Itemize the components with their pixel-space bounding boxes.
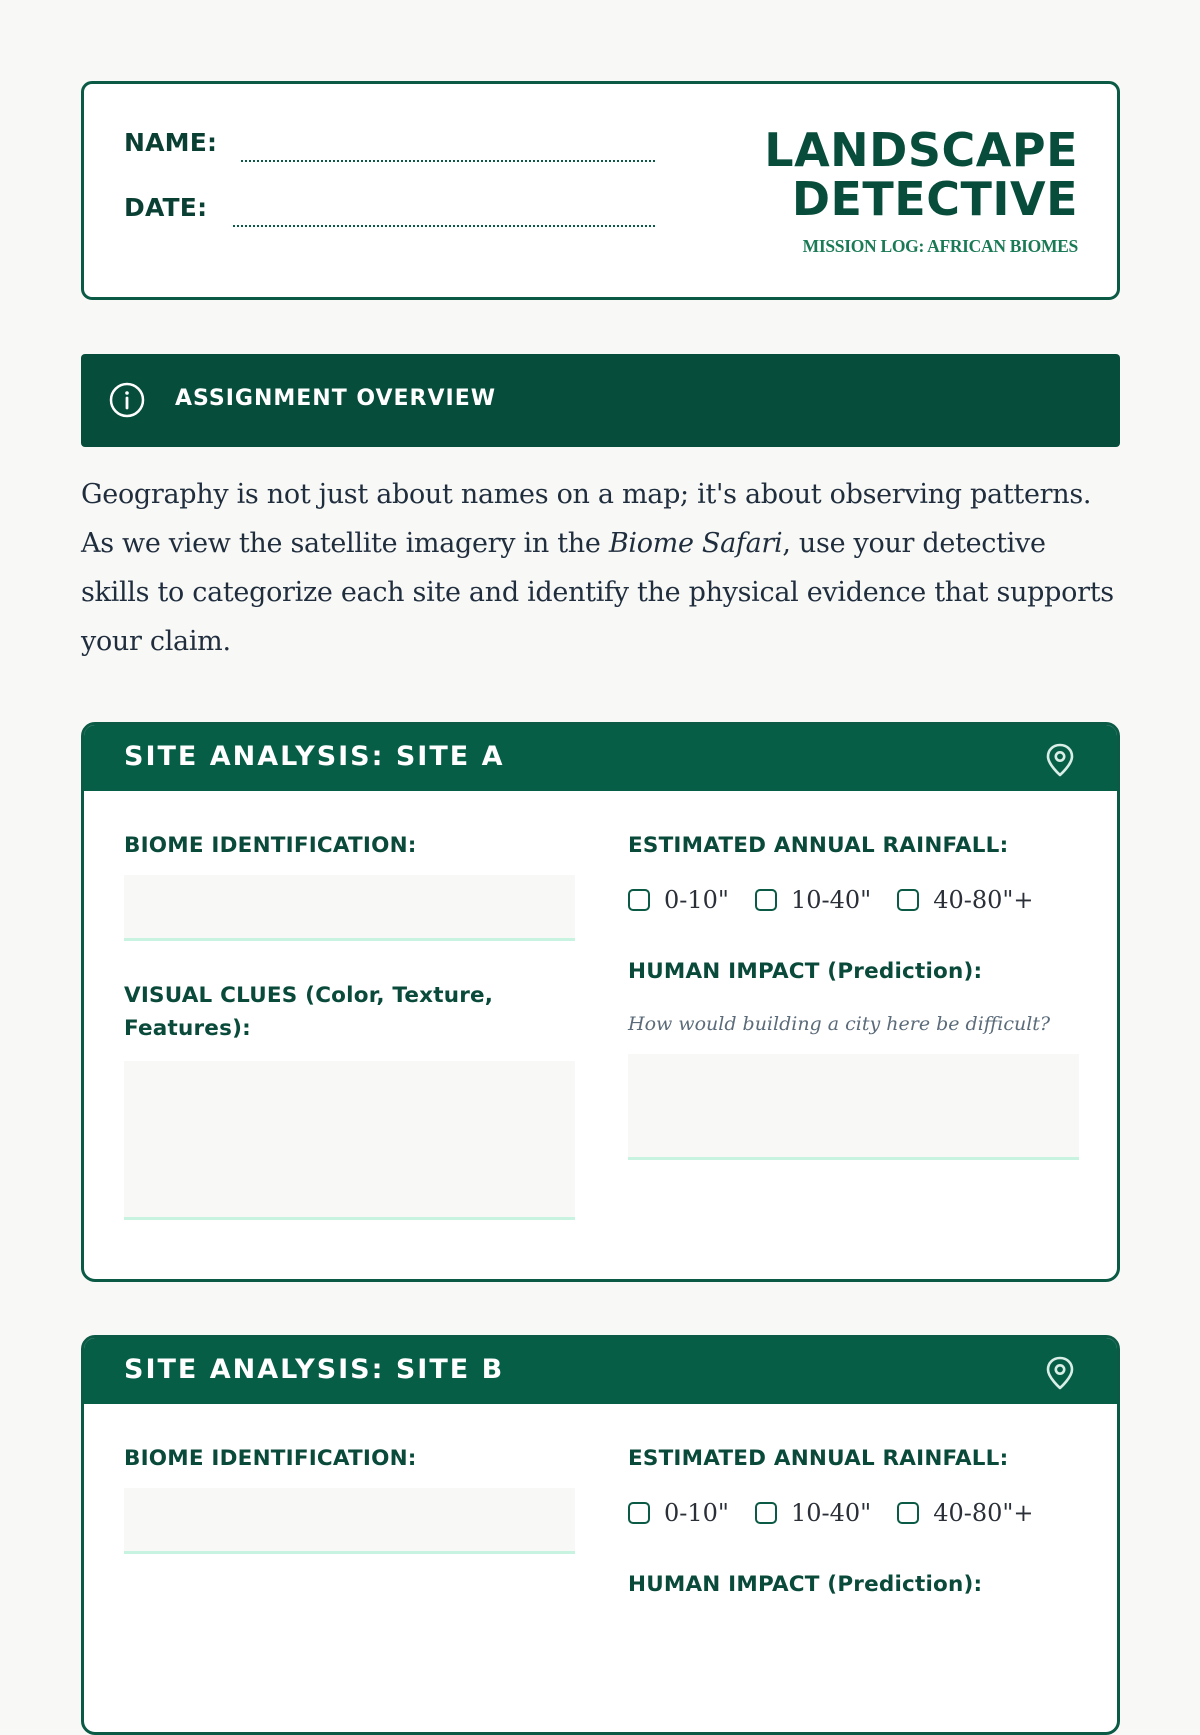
map-pin-icon <box>1045 743 1075 777</box>
rainfall-option-10-40[interactable] <box>755 886 871 914</box>
rainfall-options <box>628 1499 1060 1527</box>
rainfall-option-label: 10-40" <box>790 886 872 914</box>
visual-clues-label: VISUAL CLUES (Color, Texture, Features): <box>124 983 494 1041</box>
rainfall-option-label: 10-40" <box>790 1499 872 1527</box>
rainfall-label: ESTIMATED ANNUAL RAINFALL: <box>628 1446 1009 1471</box>
rainfall-option-label: 40-80"+ <box>933 886 1034 914</box>
human-impact-label: HUMAN IMPACT (Prediction): <box>628 959 983 984</box>
biome-identification-field[interactable] <box>124 1488 575 1554</box>
date-field[interactable] <box>233 225 655 227</box>
human-impact-field[interactable] <box>628 1054 1079 1160</box>
date-label: DATE: <box>124 193 208 222</box>
rainfall-option-10-40[interactable] <box>755 1499 871 1527</box>
site-header <box>84 1338 1117 1404</box>
rainfall-label: ESTIMATED ANNUAL RAINFALL: <box>628 833 1009 858</box>
visual-clues-field[interactable] <box>124 1061 575 1220</box>
worksheet-title <box>764 123 1078 257</box>
rainfall-checkbox[interactable] <box>755 1502 777 1524</box>
site-header <box>84 725 1117 791</box>
rainfall-option-0-10[interactable] <box>628 1499 729 1527</box>
rainfall-option-0-10[interactable] <box>628 886 729 914</box>
overview-text-part: Geography is not just about names on a map; it's about observing patterns. As we view the satellite imagery in the <box>81 479 1092 559</box>
biome-identification-label: BIOME IDENTIFICATION: <box>124 1446 417 1471</box>
overview-text-part: , use your detective skills to categorize each site and identify the physical evidence that supports your claim. <box>81 528 1114 657</box>
rainfall-checkbox[interactable] <box>897 889 919 911</box>
site-title: SITE ANALYSIS: SITE B <box>124 1354 505 1385</box>
biome-identification-label: BIOME IDENTIFICATION: <box>124 833 417 858</box>
info-icon <box>109 382 145 418</box>
title-line-1: LANDSCAPE <box>764 123 1078 177</box>
rainfall-checkbox[interactable] <box>897 1502 919 1524</box>
rainfall-option-label: 40-80"+ <box>933 1499 1034 1527</box>
overview-title: ASSIGNMENT OVERVIEW <box>175 386 496 411</box>
name-label: NAME: <box>124 128 218 157</box>
header-card <box>81 81 1120 300</box>
assignment-overview-banner <box>81 354 1120 447</box>
name-field[interactable] <box>241 160 655 162</box>
biome-identification-field[interactable] <box>124 875 575 941</box>
rainfall-option-40-80[interactable] <box>897 1499 1033 1527</box>
biome-safari-title: Biome Safari <box>608 528 783 559</box>
human-impact-hint: How would building a city here be difficult? <box>628 1013 1051 1035</box>
rainfall-checkbox[interactable] <box>755 889 777 911</box>
rainfall-option-label: 0-10" <box>664 886 729 914</box>
rainfall-options <box>628 886 1060 914</box>
overview-text <box>81 470 1120 666</box>
worksheet-page <box>81 81 1120 1597</box>
map-pin-icon <box>1045 1356 1075 1390</box>
rainfall-checkbox[interactable] <box>628 1502 650 1524</box>
worksheet-subtitle: MISSION LOG: AFRICAN BIOMES <box>802 236 1078 256</box>
title-line-2: DETECTIVE <box>791 172 1078 226</box>
rainfall-option-label: 0-10" <box>664 1499 729 1527</box>
site-card-b <box>81 1335 1120 1735</box>
rainfall-checkbox[interactable] <box>628 889 650 911</box>
rainfall-option-40-80[interactable] <box>897 886 1033 914</box>
site-title: SITE ANALYSIS: SITE A <box>124 741 505 772</box>
human-impact-label: HUMAN IMPACT (Prediction): <box>628 1572 983 1597</box>
site-card-a <box>81 722 1120 1282</box>
